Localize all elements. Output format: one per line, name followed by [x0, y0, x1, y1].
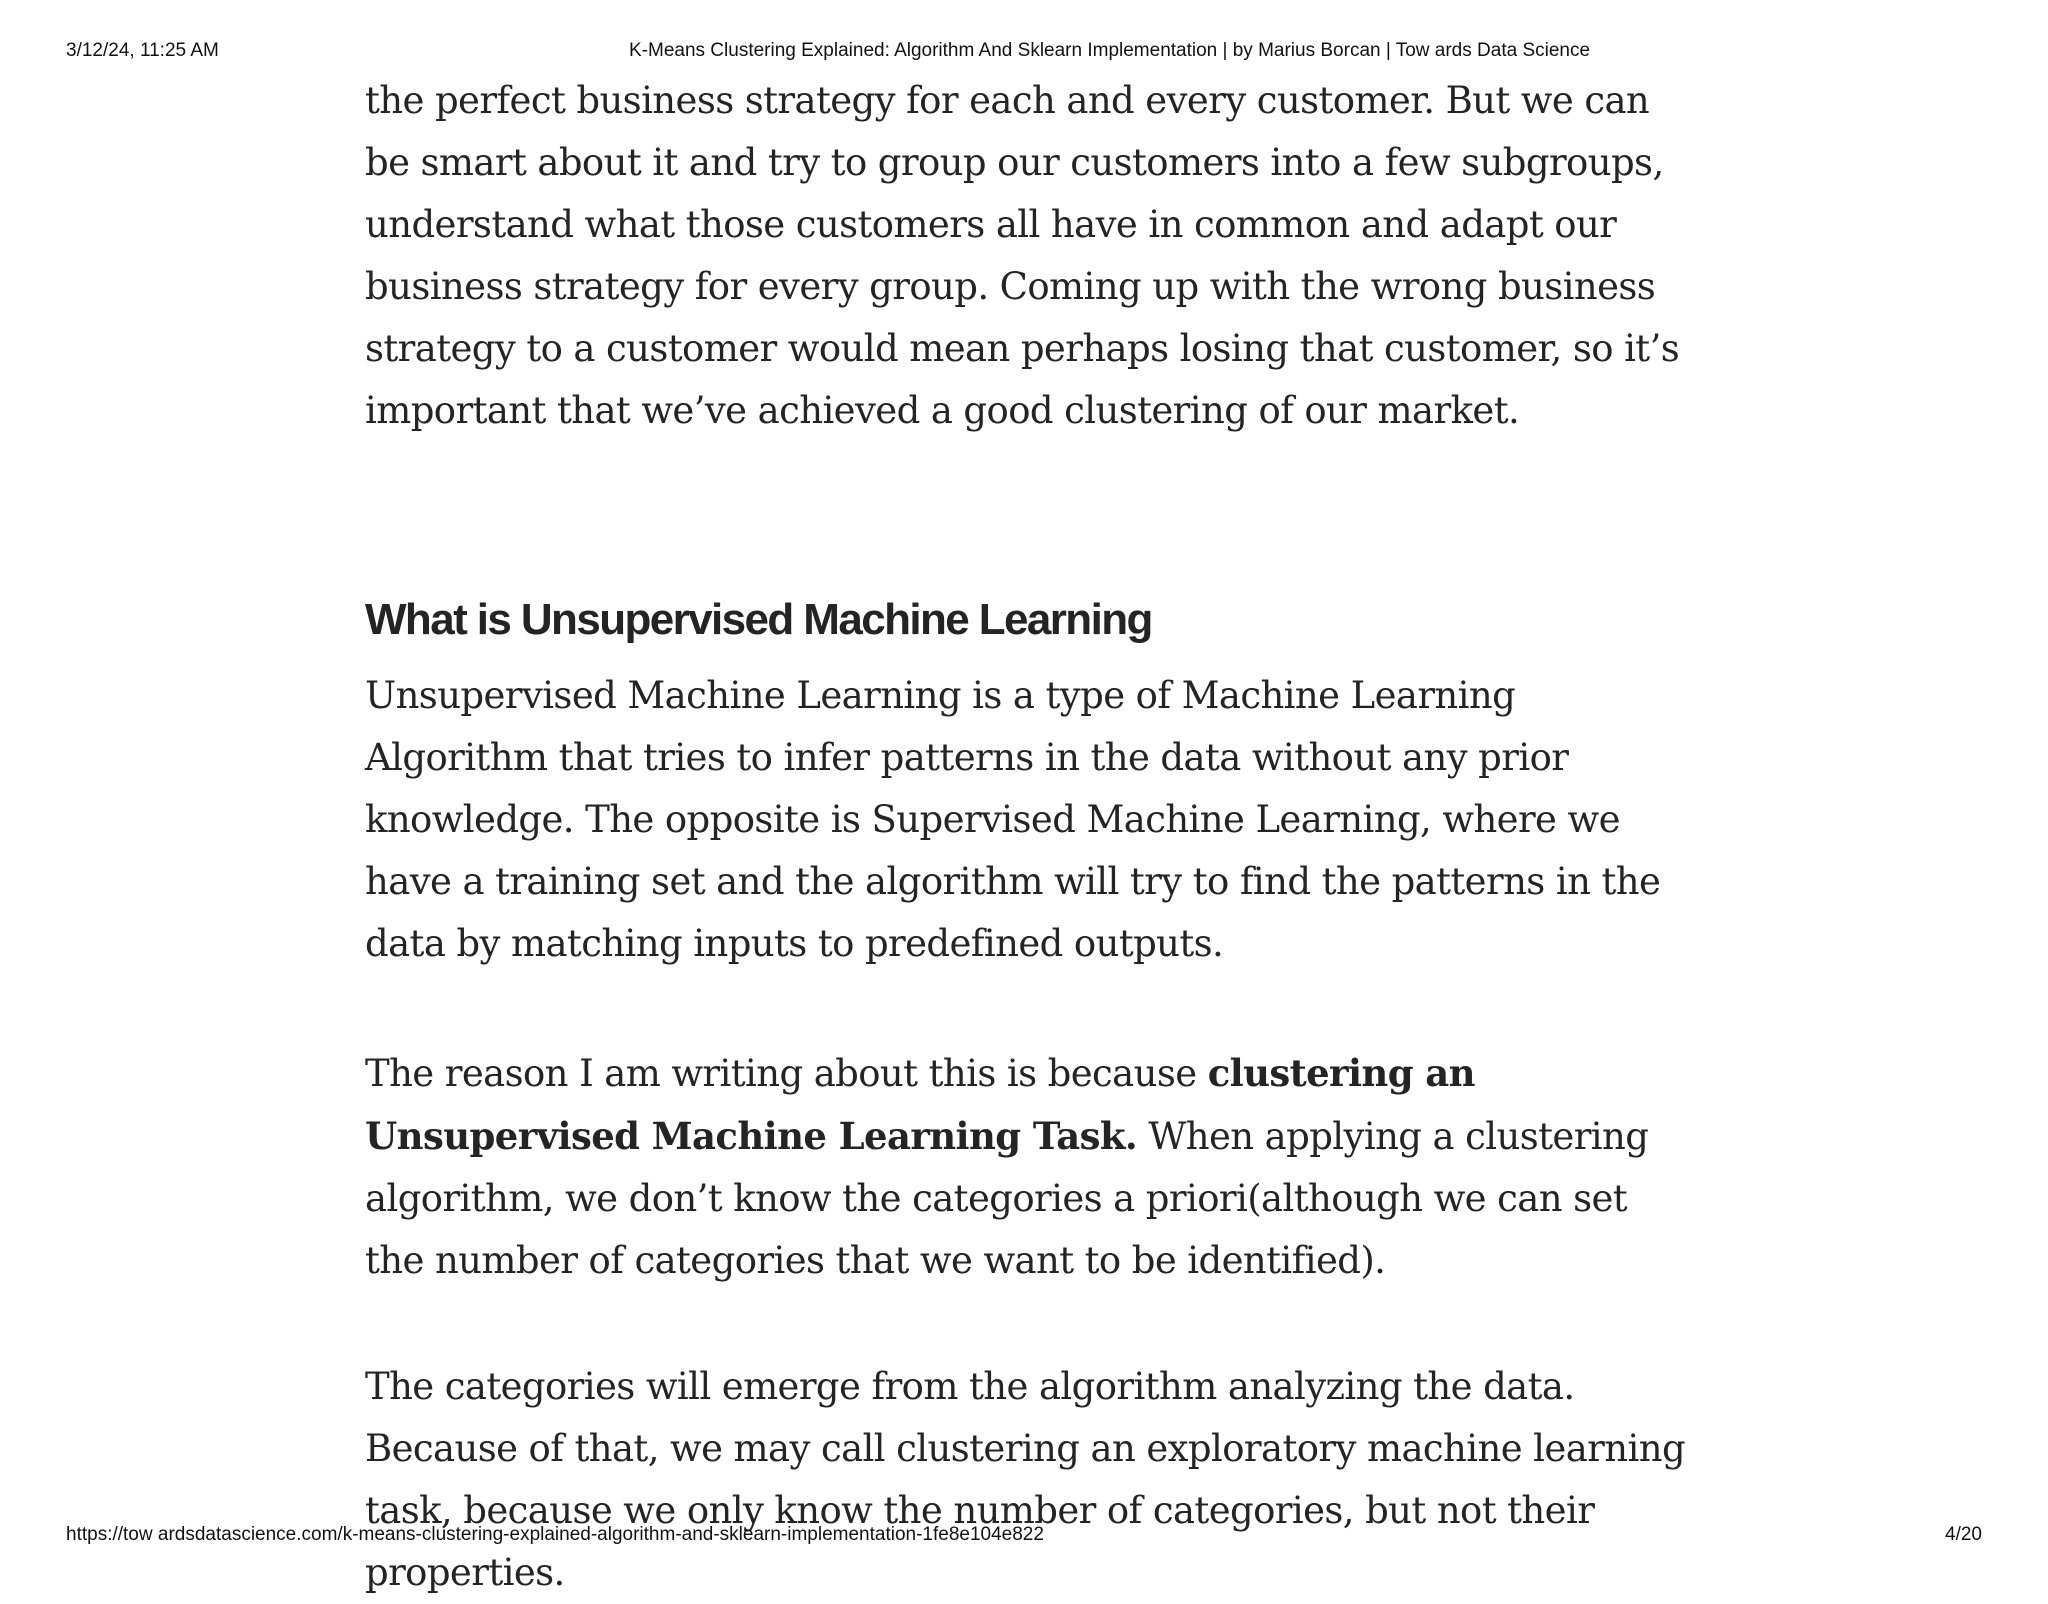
- section-heading: What is Unsupervised Machine Learning: [365, 595, 1152, 644]
- print-footer: [0, 1524, 2048, 1548]
- reason-bold-text: clustering an Unsupervised Machine Learning Task.: [365, 1051, 1475, 1158]
- definition-paragraph: Unsupervised Machine Learning is a type of Machine Learning Algorithm that tries to infer patterns in the data without any prior knowledge. The opposite is Supervised Machine Learning, where we have a training set and the algorithm will try to find the patterns in the data by matching inputs to predefined outputs.: [365, 674, 1661, 965]
- reason-paragraph: [365, 1042, 1695, 1292]
- reason-lead-text: The reason I am writing about this is because: [365, 1052, 1208, 1095]
- print-url: https://tow ardsdatascience.com/k-means-clustering-explained-algorithm-and-sklearn-implementation-1fe8e104e822: [66, 1524, 1044, 1545]
- print-page-title: K-Means Clustering Explained: Algorithm And Sklearn Implementation | by Marius Borcan | Tow ards Data Science: [629, 40, 1591, 61]
- intro-paragraph: the perfect business strategy for each and every customer. But we can be smart about it and try to group our customers into a few subgroups, understand what those customers all have in common and adapt our business strategy for every group. Coming up with the wrong business strategy to a customer would mean perhaps losing that customer, so it’s important that we’ve achieved a good clustering of our market.: [365, 79, 1680, 432]
- reason-rest-text: When applying a clustering algorithm, we don’t know the categories a priori(although we can set the number of categories that we want to be identified).: [365, 1115, 1649, 1282]
- categories-paragraph: The categories will emerge from the algorithm analyzing the data. Because of that, we may call clustering an exploratory machine learning task, because we only know the number of categories, but not their properties.: [365, 1365, 1686, 1594]
- print-header: [0, 40, 2048, 64]
- print-datetime: 3/12/24, 11:25 AM: [66, 40, 219, 61]
- print-page-number: 4/20: [1945, 1524, 1982, 1545]
